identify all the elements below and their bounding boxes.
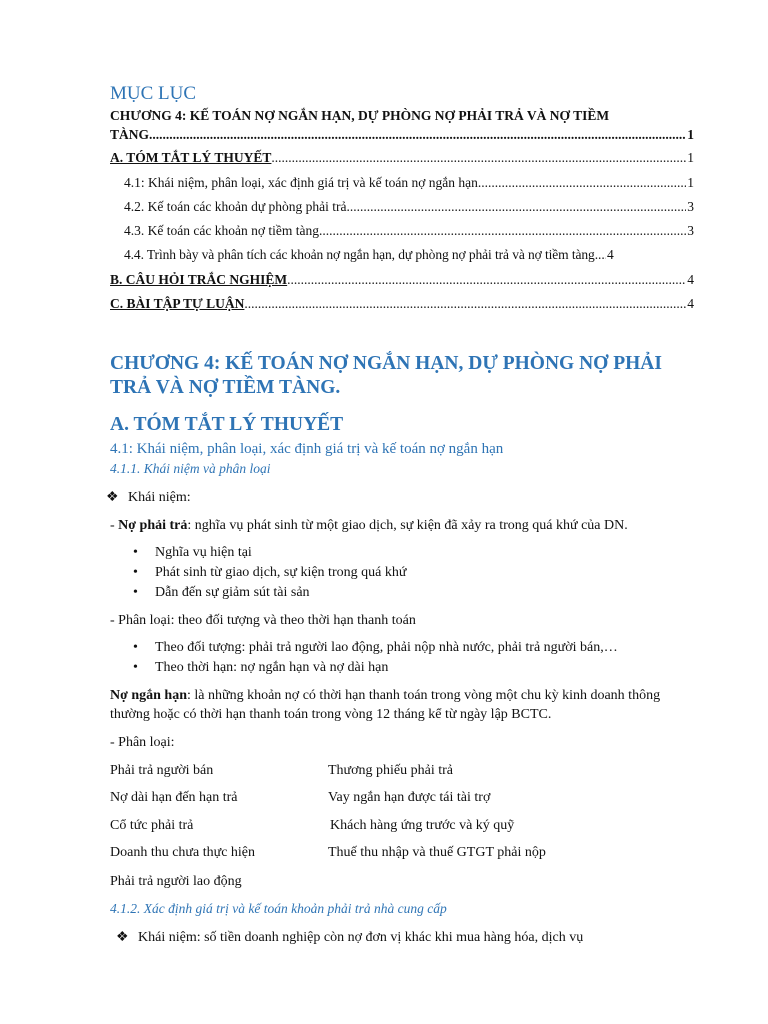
toc-entry-4-3[interactable] bbox=[124, 223, 694, 239]
concept-item bbox=[106, 489, 191, 506]
toc-page-number: 4 bbox=[687, 272, 694, 287]
list-item-text: Phát sinh từ giao dịch, sự kiện trong quá khứ bbox=[155, 565, 407, 580]
toc-entry-label: 4.1: Khái niệm, phân loại, xác định giá trị và kế toán nợ ngắn hạn bbox=[124, 175, 478, 190]
toc-leader-dots bbox=[271, 150, 686, 166]
no-phai-tra-definition: - Nợ phải trả: nghĩa vụ phát sinh từ một giao dịch, sự kiện đã xảy ra trong quá khứ của DN. bbox=[110, 518, 628, 533]
toc-entry-chapter[interactable] bbox=[110, 127, 694, 143]
no-ngan-han-definition bbox=[110, 688, 660, 704]
subsection-4-1-1-heading: 4.1.1. Khái niệm và phân loại bbox=[110, 461, 271, 476]
type-left-item: Phải trả người bán bbox=[110, 763, 214, 778]
toc-entry-chapter-line1[interactable]: CHƯƠNG 4: KẾ TOÁN NỢ NGẮN HẠN, DỰ PHÒNG NỢ PHẢI TRẢ VÀ NỢ TIỀM bbox=[110, 108, 610, 123]
type-left-item: Doanh thu chưa thực hiện bbox=[110, 845, 256, 860]
toc-leader-dots bbox=[598, 247, 606, 263]
subsection-4-1-2-heading: 4.1.2. Xác định giá trị và kế toán khoản phải trả nhà cung cấp bbox=[110, 901, 447, 916]
toc-page-number: 3 bbox=[687, 199, 694, 214]
subsection-4-1-heading: 4.1: Khái niệm, phân loại, xác định giá trị và kế toán nợ ngắn hạn bbox=[110, 441, 504, 457]
toc-page-number: 4 bbox=[606, 247, 614, 262]
toc-page-number: 1 bbox=[687, 175, 694, 190]
toc-entry-label: A. TÓM TẮT LÝ THUYẾT bbox=[110, 150, 272, 165]
toc-page-number: 3 bbox=[687, 223, 694, 238]
toc-entry-label: B. CÂU HỎI TRẮC NGHIỆM bbox=[110, 272, 288, 287]
type-right-item: Thương phiếu phải trả bbox=[328, 763, 454, 778]
diamond-bullet-icon: ❖ bbox=[106, 490, 119, 505]
toc-entry-label: 4.4. Trình bày và phân tích các khoản nợ ngắn hạn, dự phòng nợ phải trả và nợ tiềm tàng. bbox=[124, 247, 598, 262]
toc-entry-section-a[interactable] bbox=[110, 150, 694, 166]
type-right-item: Vay ngắn hạn được tái tài trợ bbox=[328, 790, 491, 805]
section-a-heading: A. TÓM TẮT LÝ THUYẾT bbox=[110, 414, 344, 435]
bullet-dot-icon: • bbox=[133, 545, 138, 560]
chapter-title-line1: CHƯƠNG 4: KẾ TOÁN NỢ NGẮN HẠN, DỰ PHÒNG NỢ PHẢI bbox=[110, 353, 662, 374]
bullet-dot-icon: • bbox=[133, 640, 138, 655]
toc-entry-section-b[interactable] bbox=[110, 272, 694, 288]
toc-leader-dots bbox=[287, 272, 686, 288]
type-left-item: Nợ dài hạn đến hạn trả bbox=[110, 790, 238, 805]
concept-text: Khái niệm: số tiền doanh nghiệp còn nợ đơn vị khác khi mua hàng hóa, dịch vụ bbox=[138, 930, 584, 945]
type-right-item: Khách hàng ứng trước và ký quỹ bbox=[330, 818, 515, 833]
list-item bbox=[133, 640, 618, 656]
toc-heading: MỤC LỤC bbox=[110, 83, 197, 104]
bullet-dot-icon: • bbox=[133, 585, 138, 600]
classification2-line: - Phân loại: bbox=[110, 735, 175, 750]
toc-entry-section-c[interactable] bbox=[110, 296, 694, 312]
term-no-phai-tra: Nợ phải trả bbox=[118, 518, 188, 533]
list-item-text: Theo đối tượng: phải trả người lao động, phải nộp nhà nước, phải trả người bán,… bbox=[155, 640, 618, 655]
toc-leader-dots bbox=[347, 199, 687, 215]
no-ngan-han-text-cont: thường hoặc có thời hạn thanh toán trong vòng 12 tháng kể từ ngày lập BCTC. bbox=[110, 707, 552, 722]
list-item bbox=[133, 565, 406, 581]
toc-entry-chapter-line2: TÀNG. bbox=[110, 127, 153, 142]
toc-leader-dots bbox=[152, 127, 686, 143]
no-ngan-han-text: : là những khoản nợ có thời hạn thanh toán trong vòng một chu kỳ kinh doanh thông bbox=[187, 688, 661, 703]
classification-line: - Phân loại: theo đối tượng và theo thời hạn thanh toán bbox=[110, 613, 416, 628]
type-left-item: Phải trả người lao động bbox=[110, 874, 242, 889]
type-right-item: Thuế thu nhập và thuế GTGT phải nộp bbox=[328, 845, 546, 860]
list-item-text: Nghĩa vụ hiện tại bbox=[155, 545, 252, 560]
bullet-dot-icon: • bbox=[133, 660, 138, 675]
toc-entry-label: C. BÀI TẬP TỰ LUẬN bbox=[110, 296, 245, 311]
list-item-text: Dẫn đến sự giảm sút tài sản bbox=[155, 585, 310, 600]
toc-entry-4-1[interactable] bbox=[124, 175, 694, 191]
toc-entry-4-4[interactable] bbox=[124, 247, 694, 263]
toc-entry-label: 4.3. Kế toán các khoản nợ tiềm tàng bbox=[124, 223, 319, 238]
term-no-ngan-han: Nợ ngắn hạn bbox=[110, 688, 188, 703]
toc-leader-dots bbox=[478, 175, 686, 191]
toc-leader-dots bbox=[319, 223, 686, 239]
concept-label: Khái niệm: bbox=[128, 490, 191, 505]
toc-page-number: 1 bbox=[687, 127, 694, 142]
no-phai-tra-text: : nghĩa vụ phát sinh từ một giao dịch, sự kiện đã xảy ra trong quá khứ của DN. bbox=[187, 518, 628, 533]
toc-entry-label: 4.2. Kế toán các khoản dự phòng phải trả bbox=[124, 199, 347, 214]
toc-entry-4-2[interactable] bbox=[124, 199, 694, 215]
list-item-text: Theo thời hạn: nợ ngắn hạn và nợ dài hạn bbox=[155, 660, 389, 675]
list-item bbox=[133, 660, 388, 676]
concept-item bbox=[116, 929, 583, 946]
toc-page-number: 1 bbox=[687, 150, 694, 165]
list-item bbox=[133, 585, 310, 601]
list-item bbox=[133, 545, 252, 561]
bullet-dot-icon: • bbox=[133, 565, 138, 580]
type-left-item: Cổ tức phải trả bbox=[110, 818, 194, 833]
diamond-bullet-icon: ❖ bbox=[116, 930, 129, 945]
chapter-title-line2: TRẢ VÀ NỢ TIỀM TÀNG. bbox=[110, 377, 341, 398]
toc-leader-dots bbox=[244, 296, 686, 312]
toc-page-number: 4 bbox=[687, 296, 694, 311]
